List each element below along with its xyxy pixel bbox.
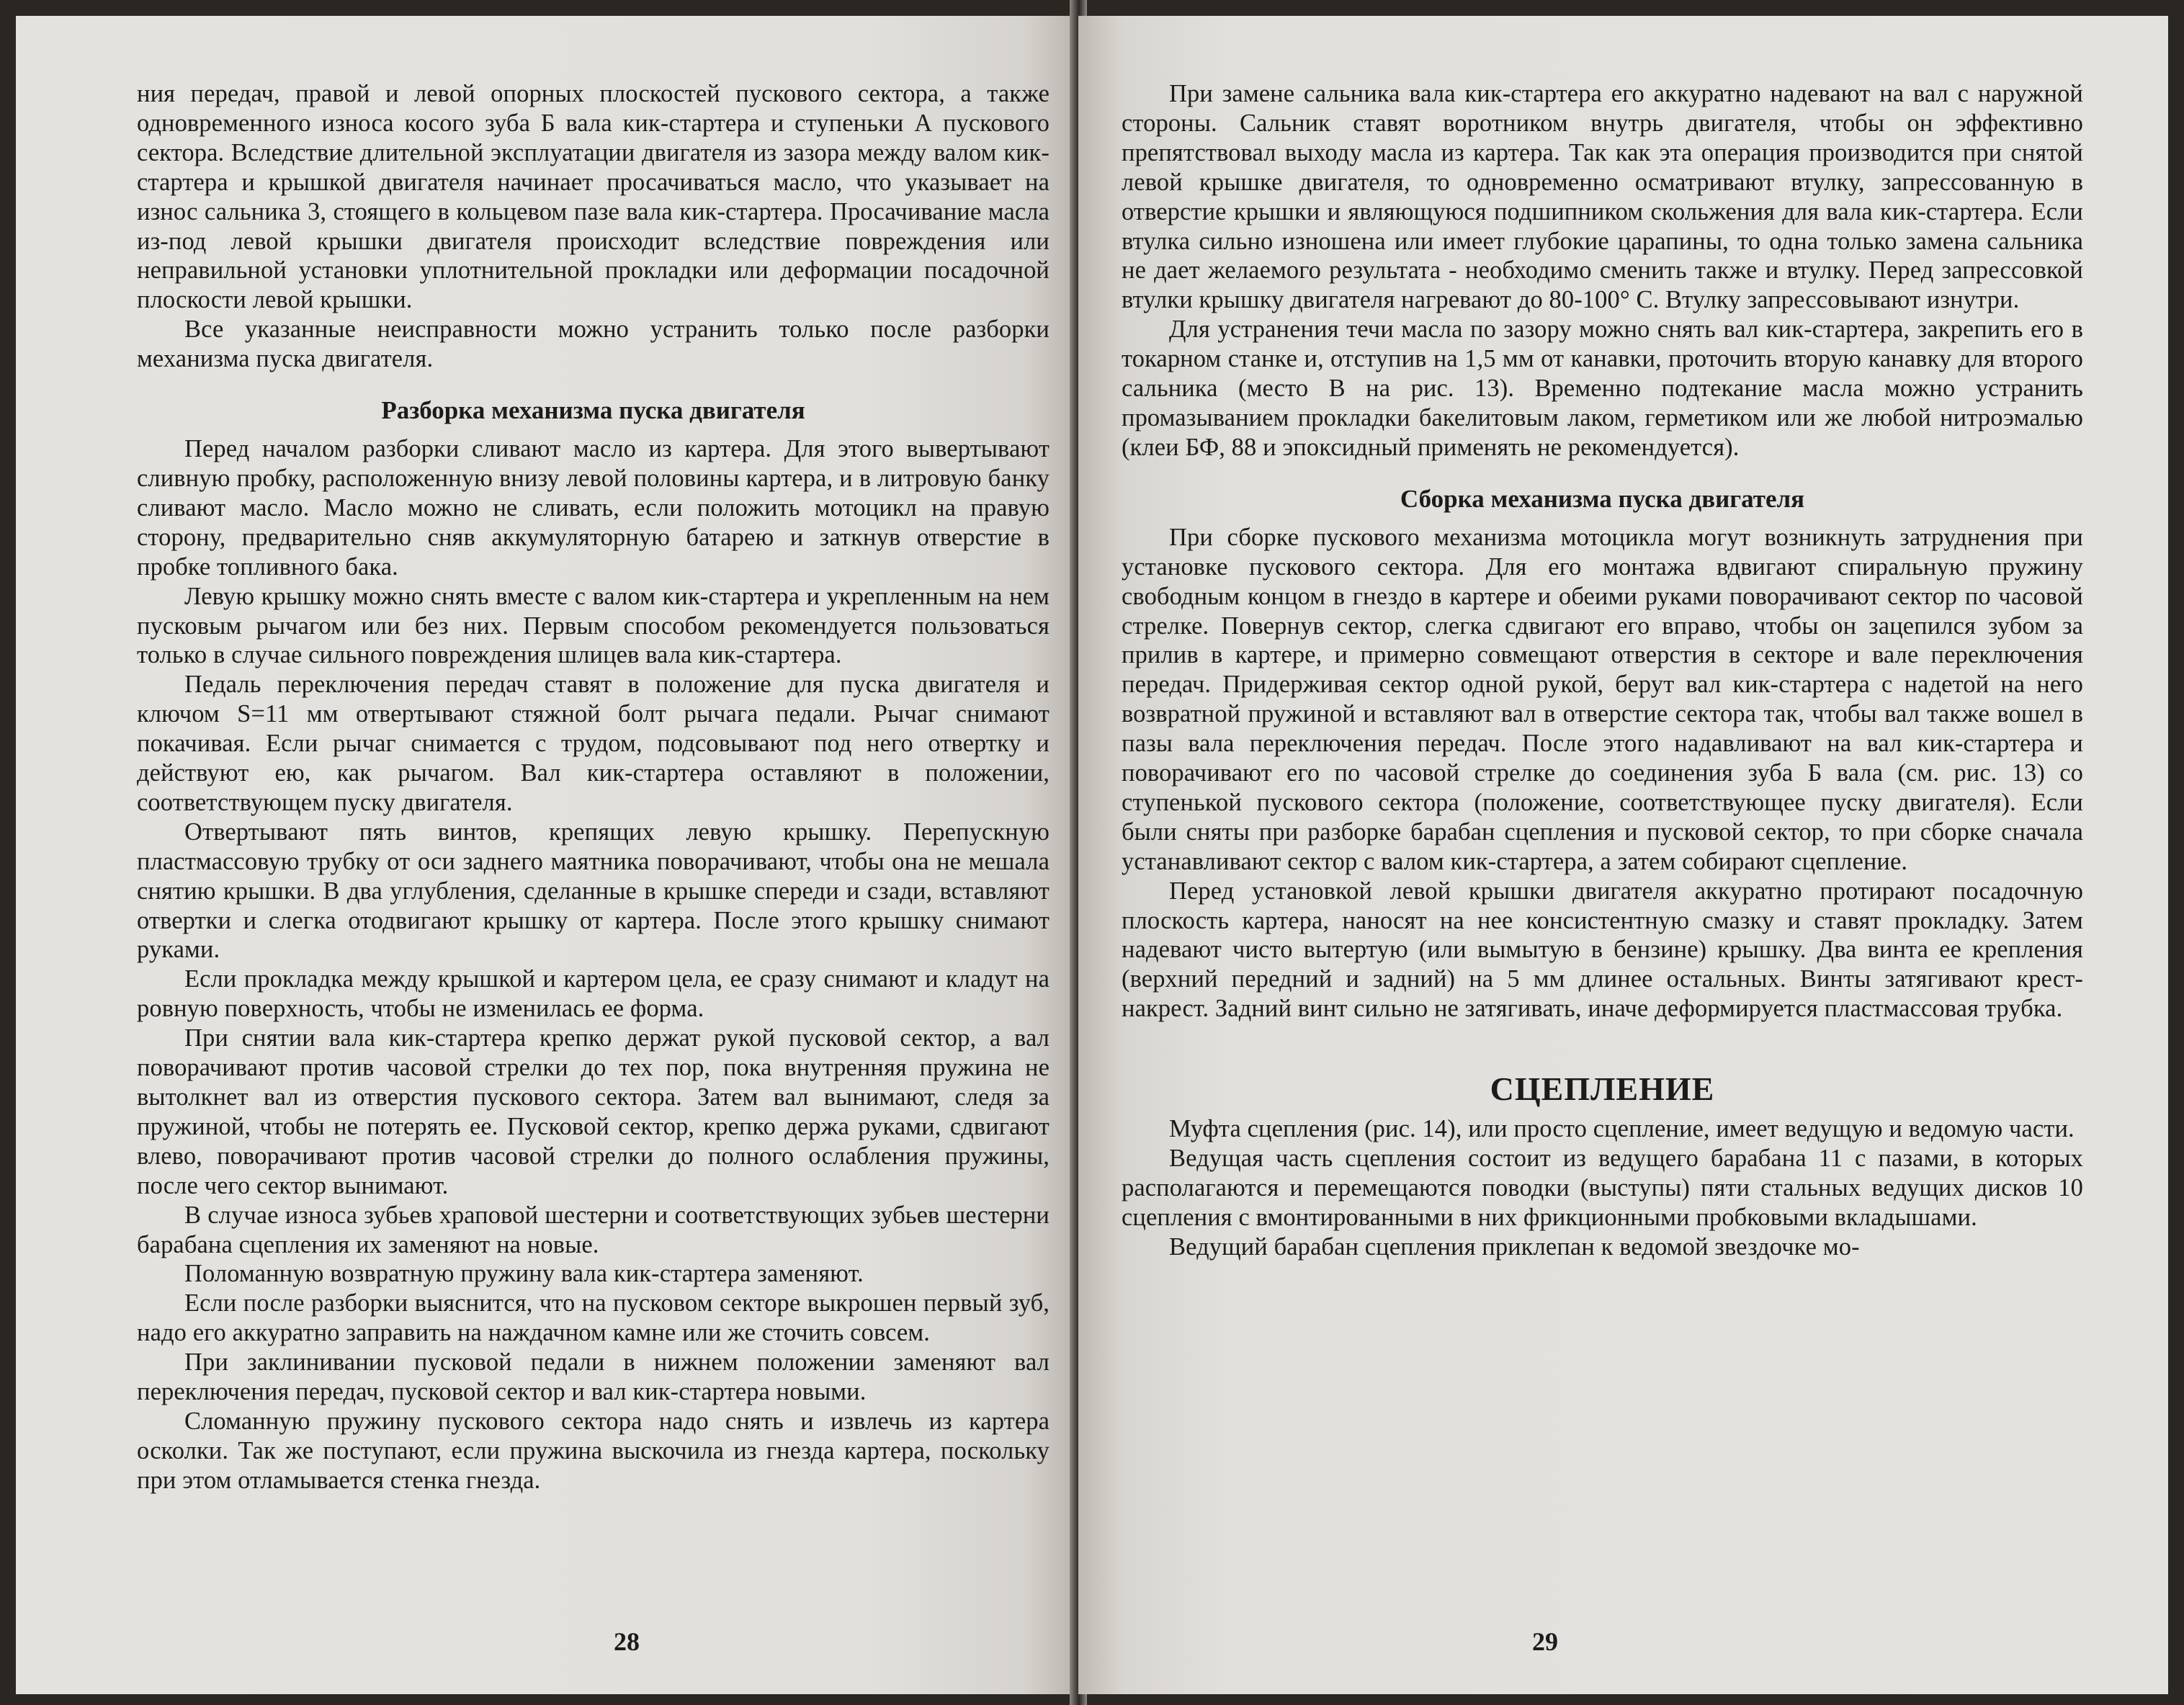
section-title: Разборка механизма пуска двигателя (381, 396, 805, 425)
paragraph: Все указанные неисправности можно устранить только после разборки механизма пуска двигателя. (137, 316, 1050, 373)
paragraph: ния передач, правой и левой опорных плоскостей пускового сектора, а также одновременного износа косого зуба Б вала кик-стартера и ступеньки А пускового сектора. Вследствие длительной эксплуатации двигателя из зазора между валом кик-стартера и крышкой двигателя начинает просачиваться масло, что указывает на износ сальника 3, стоящего в кольцевом пазе вала кик-стартера. Просачивание масла из-под левой крышки двигателя происходит вследствие повреждения или неправильной установки уплотнительной прокладки или деформации посадочной плоскости левой крышки. (137, 80, 1050, 314)
chapter-title: СЦЕПЛЕНИЕ (1490, 1070, 1715, 1108)
paragraph: Перед началом разборки сливают масло из картера. Для этого вывертывают сливную пробку, расположенную внизу левой половины картера, и в литровую банку сливают масло. Масло можно не сливать, если положить мотоцикл на правую сторону, предварительно сняв аккумуляторную батарею и заткнув отверстие в пробке топливного бака. (137, 435, 1050, 581)
paragraph: Если после разборки выяснится, что на пусковом секторе выкрошен первый зуб, надо его аккуратно заправить на наждачном камне или же сточить совсем. (137, 1289, 1050, 1347)
right-page-text (1122, 79, 2083, 1262)
left-page (16, 16, 1077, 1694)
paragraph: Если прокладка между крышкой и картером цела, ее сразу снимают и кладут на ровную поверхность, чтобы не изменилась ее форма. (137, 965, 1050, 1023)
page-number: 29 (1532, 1627, 1558, 1656)
paragraph: Отвертывают пять винтов, крепящих левую крышку. Перепускную пластмассовую трубку от оси заднего маятника поворачивают, чтобы она не мешала снятию крышки. В два углубления, сделанные в крышке спереди и сзади, вставляют отвертки и слегка отодвигают крышку от картера. После этого крышку снимают руками. (137, 818, 1050, 964)
paragraph: Поломанную возвратную пружину вала кик-стартера заменяют. (184, 1260, 864, 1288)
paragraph: При заклинивании пусковой педали в нижнем положении заменяют вал переключения передач, пусковой сектор и вал кик-стартера новыми. (137, 1348, 1050, 1406)
paragraph: В случае износа зубьев храповой шестерни и соответствующих зубьев шестерни барабана сцепления их заменяют на новые. (137, 1201, 1050, 1258)
paragraph: Сломанную пружину пускового сектора надо снять и извлечь из картера осколки. Так же поступают, если пружина выскочила из гнезда картера, поскольку при этом отламывается стенка гнезда. (137, 1407, 1050, 1494)
paragraph: Муфта сцепления (рис. 14), или просто сцепление, имеет ведущую и ведомую части. (1169, 1115, 2075, 1143)
paragraph: Перед установкой левой крышки двигателя аккуратно протирают посадочную плоскость картера, наносят на нее консистентную смазку и ставят прокладку. Затем надевают чисто вытертую (или вымытую в бензине) крышку. Два винта ее крепления (верхний передний и задний) на 5 мм длинее остальных. Винты затягивают крест-накрест. Задний винт сильно не затягивать, иначе деформируется пластмассовая трубка. (1122, 877, 2083, 1023)
paragraph: Левую крышку можно снять вместе с валом кик-стартера и укрепленным на нем пусковым рычагом или без них. Первым способом рекомендуется пользоваться только в случае сильного повреждения шлицев вала кик-стартера. (137, 582, 1050, 669)
left-page-text (137, 79, 1050, 1495)
right-page (1078, 16, 2168, 1694)
paragraph: При сборке пускового механизма мотоцикла могут возникнуть затруднения при установке пускового сектора. Для его монтажа вдвигают спиральную пружину свободным концом в гнездо в картере и обеими руками поворачивают сектор по часовой стрелке. Повернув сектор, слегка сдвигают его вправо, чтобы он зацепился зубом за прилив в картере, и примерно совмещают отверстия в секторе и вале переключения передач. Придерживая сектор одной рукой, берут вал кик-стартера с надетой на него возвратной пружиной и вставляют вал в отверстие сектора так, чтобы вал также вошел в пазы вала переключения передач. После этого надавливают на вал кик-стартера и поворачивают его по часовой стрелке до соединения зуба Б вала (см. рис. 13) со ступенькой пускового сектора (положение, соответствующее пуску двигателя). Если были сняты при разборке барабан сцепления и пусковой сектор, то при сборке сначала устанавливают сектор с валом кик-стартера, а затем собирают сцепление. (1122, 523, 2083, 875)
paragraph: Ведущий барабан сцепления приклепан к ведомой звездочке мо- (1169, 1232, 1860, 1261)
paragraph: При замене сальника вала кик-стартера его аккуратно надевают на вал с наружной стороны. Сальник ставят воротником внутрь двигателя, чтобы он эффективно препятствовал выходу масла из картера. Так как эта операция производится при снятой левой крышке двигателя, то одновременно осматривают втулку, запрессованную в отверстие крышки и являющуюся подшипником скольжения для вала кик-стартера. Если втулка сильно изношена или имеет глубокие царапины, то одна только замена сальника не дает желаемого результата - необходимо сменить также и втулку. Перед запрессовкой втулки крышку двигателя нагревают до 80-100° С. Втулку запрессовывают изнутри. (1122, 80, 2083, 314)
paragraph: Педаль переключения передач ставят в положение для пуска двигателя и ключом S=11 мм отвертывают стяжной болт рычага педали. Рычаг снимают покачивая. Если рычаг снимается с трудом, подсовывают под него отвертку и действуют ею, как рычагом. Вал кик-стартера оставляют в положении, соответствующем пуску двигателя. (137, 671, 1050, 816)
page-number: 28 (614, 1627, 640, 1656)
section-title: Сборка механизма пуска двигателя (1400, 484, 1805, 513)
paragraph: Ведущая часть сцепления состоит из ведущего барабана 11 с пазами, в которых располагаются и перемещаются поводки (выступы) пяти стальных ведущих дисков 10 сцепления с вмонтированными в них фрикционными пробковыми вкладышами. (1122, 1145, 2083, 1231)
paragraph: Для устранения течи масла по зазору можно снять вал кик-стартера, закрепить его в токарном станке и, отступив на 1,5 мм от канавки, проточить вторую канавку для второго сальника (место В на рис. 13). Временно подтекание масла можно устранить промазыванием прокладки бакелитовым лаком, герметиком или же любой нитроэмалью (клеи БФ, 88 и эпоксидный применять не рекомендуется). (1122, 316, 2083, 461)
paragraph: При снятии вала кик-стартера крепко держат рукой пусковой сектор, а вал поворачивают против часовой стрелки до тех пор, пока внутренняя пружина не вытолкнет вал из отверстия пускового сектора. Затем вал вынимают, следя за пружиной, чтобы не потерять ее. Пусковой сектор, крепко держа руками, сдвигают влево, поворачивают против часовой стрелки до полного ослабления пружины, после чего сектор вынимают. (137, 1024, 1050, 1199)
